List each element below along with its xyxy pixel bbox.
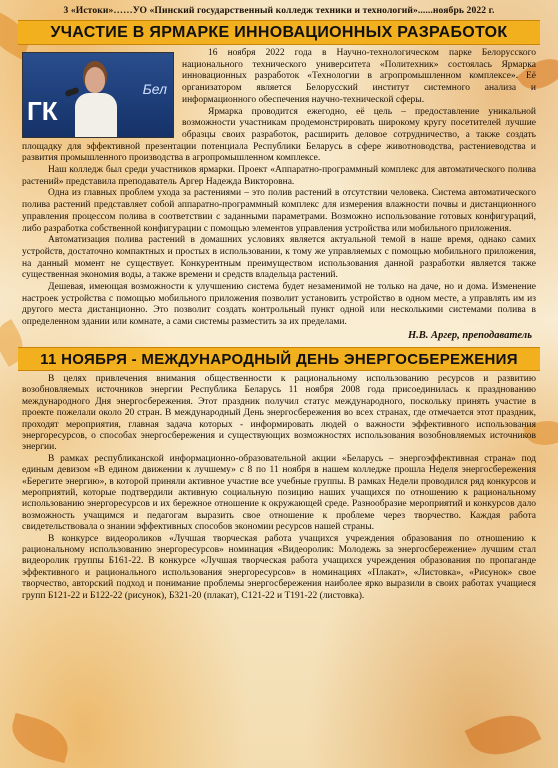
article-body [22,374,536,602]
paragraph: Одна из главных проблем ухода за растениями – это полив растений в отсутствии человека. Система автоматического полива растений представляет собой аппаратно-программный комплекс для измерения влажности почвы и дистанционного управления процессом полива в соответствии с заданными параметрами. Возможно использование готовых конфигураций, либо разработка собственной конфигурации с помощью элементов управления устройства или мобильного приложения. [22,188,536,234]
decorative-leaf [465,703,542,767]
speaker-figure [75,93,117,138]
paragraph: В конкурсе видеороликов «Лучшая творческая работа учащихся учреждения образования по отношению к рациональному использованию энергоресурсов» номинация «Видеоролик: Молодежь за энергосбережение» лучшим стал видеоролик группы Б161-22. В конкурсе «Лучшая творческая работа учащихся учреждения образования по пропаганде эффективного и рационального использования энергоресурсов» в номинациях «Плакат», «Листовка», «Рисунок» свое творчество, авторский подход и понимание проблемы энергосбережения наиболее ярко выразили в своих работах учащиеся групп Б121-22 и Б122-22 (рисунок), Б321-20 (плакат), С121-22 и Т191-22 (листовка). [22,533,536,601]
speaker-head [85,67,105,93]
paragraph: В рамках республиканской информационно-образовательной акции «Беларусь – энергоэффективная страна» под единым девизом «В едином движении к лучшему» с 8 по 11 ноября в нашем колледже прошла Неделя энергосбережения «Берегите энергию», в которой приняли активное участие все учебные группы. В рамках Недели проводился ряд конкурсов и мероприятий, которые подтвердили активную социальную позицию наших учащихся по отношению к рациональному использованию энергоресурсов и их бережное отношение к окружающей среде. Разнообразие мероприятий и конкурсов дало возможность учащимся и педагогам выразить свое отношение к проблеме через творчество. Каждая работа свидетельствовала о знании эффективных способов экономии ресурсов нашей страны. [22,453,536,533]
decorative-leaf [6,713,73,763]
paragraph: Ярмарка проводится ежегодно, её цель – предоставление уникальной возможности участникам продемонстрировать широкому кругу посетителей лучшие образцы своих разработок, расширить деловое сотрудничество, а также создать площадку для эффективной презентации потенциала Республики Беларусь в сфере животноводства, растениеводства и развития промышленного производства в агропромышленном комплексе. [22,106,536,164]
microphone-icon [64,87,79,97]
article-title: УЧАСТИЕ В ЯРМАРКЕ ИННОВАЦИОННЫХ РАЗРАБОТОК [18,20,540,45]
paragraph: Автоматизация полива растений в домашних условиях является актуальной темой в наше время, однако самих устройств, достаточно компактных и простых в использовании, к тому же управляемых с помощью мобильного приложения, на данный момент не существует. Конкурентным преимуществом использования данной разработки является также существенная экономия воды, а также времени и средств владельца растений. [22,235,536,281]
photo-banner-text: Бел [142,81,167,97]
issue-header: 3 «Истоки»……УО «Пинский государственный колледж техники и технологий»......ноябрь 2022 г. [63,5,495,16]
paragraph: Дешевая, имеющая возможности к улучшению система будет незаменимой не только на даче, но и дома. Изменение настроек устройства с помощью мобильного приложения позволит установить устройство в одном месте, а управлять им из другого места дистанционно. Это позволит создать контрольный пункт одной или несколькими системами полива в определенном здании или комнате, а сами системы разместить за их пределами. [22,282,536,328]
photo-logo-text: ГК [27,96,58,126]
article-photo [22,52,174,138]
paragraph: Наш колледж был среди участников ярмарки. Проект «Аппаратно-программный комплекс для автоматического полива растений» представила преподаватель Аргер Надежда Викторовна. [22,165,536,187]
author-signature: Н.В. Аргер, преподаватель [408,329,532,341]
article-title: 11 НОЯБРЯ - МЕЖДУНАРОДНЫЙ ДЕНЬ ЭНЕРГОСБЕРЕЖЕНИЯ [18,347,540,371]
article-body [22,48,536,341]
paragraph: 16 ноября 2022 года в Научно-технологическом парке Белорусского национального технического университета «Политехник» состоялась Ярмарка инновационных разработок «Технологии в агропромышленном комплексе». Её организатором является Белорусский институт системного анализа и информационного обеспечения научно-технической сферы. [182,48,536,105]
paragraph: В целях привлечения внимания общественности к рациональному использованию ресурсов и развитию возобновляемых источников энергии Республика Беларусь 11 ноября 2008 года присоединилась к празднованию международного Дня энергосбережения. Этот праздник получил статус международного, поскольку принять участие в проекте пожелали около 20 стран. В международный День энергосбережения во всех странах, где отмечается этот праздник, проходят мероприятия, главная задача которых - информировать людей о важности эффективного использования энергоресурсов, о способах энергосбережения и существующих возможностях использования возобновляемых источников энергии. [22,373,536,453]
